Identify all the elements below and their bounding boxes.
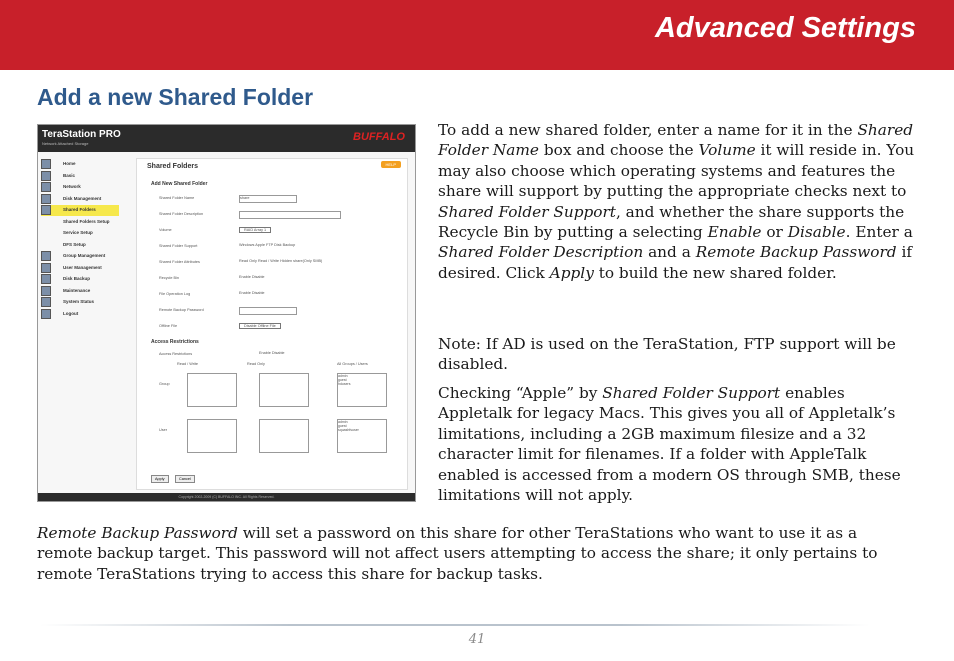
col-read-only: Read Only (247, 362, 265, 366)
access-restrictions-value[interactable]: Enable Disable (259, 351, 285, 355)
paragraph-remote-backup (37, 523, 917, 584)
paragraph-run: Shared Folder Support (438, 202, 616, 221)
sidebar-item-label: User Management (63, 264, 102, 270)
sidebar-item-label: Logout (63, 310, 79, 316)
sidebar-item-icon (41, 182, 51, 192)
sidebar-item[interactable] (41, 205, 119, 216)
terastation-logo-subtitle: Network Attached Storage (42, 141, 89, 146)
sidebar-item-label: Shared Folders Setup (63, 218, 110, 224)
sidebar-item-label: Maintenance (63, 287, 91, 293)
form-row-value[interactable]: Enable Disable (239, 291, 265, 295)
screenshot-sidebar (41, 159, 119, 479)
group-rw-list[interactable] (187, 373, 237, 407)
paragraph-run: Disable (787, 223, 846, 242)
sidebar-item-label: System Status (63, 299, 95, 304)
form-row-value[interactable]: share (239, 195, 297, 203)
group-label: Group (159, 382, 170, 386)
sidebar-item-label: Shared Folders (63, 207, 96, 212)
apply-button[interactable]: Apply (151, 475, 169, 483)
form-row-label: File Operation Log (159, 292, 191, 296)
sidebar-item-icon (41, 274, 51, 284)
user-ro-list[interactable] (259, 419, 309, 453)
screenshot-main (136, 158, 408, 490)
paragraph-run: Apply (549, 263, 594, 282)
sidebar-item-label: Basic (63, 172, 76, 178)
sidebar-item-icon (41, 159, 51, 169)
paragraph-run: Remote Backup Password (695, 243, 897, 262)
paragraph-run: Shared Folder Description (438, 243, 644, 262)
add-shared-folder-title: Add New Shared Folder (151, 181, 208, 187)
paragraph-run: Note: If AD is used on the TeraStation, FTP support will be disabled. (438, 335, 896, 374)
paragraph-run: and a (643, 243, 696, 262)
sidebar-item[interactable] (41, 297, 119, 308)
terastation-logo: TeraStation PRO (42, 129, 121, 140)
paragraph-run: if desired. Click (438, 243, 912, 282)
sidebar-item[interactable] (41, 309, 119, 320)
sidebar-item-icon (41, 194, 51, 204)
sidebar-item[interactable] (41, 171, 119, 182)
paragraph-run: will set a password on this share for other TeraStations who want to use it as a remote backup target. This password will not affect users attempting to access the share; it only pertains to remote TeraStations trying to access this share for backup tasks. (37, 524, 878, 583)
paragraph-apple (438, 383, 923, 505)
cancel-button[interactable]: Cancel (175, 475, 195, 483)
buffalo-brand: BUFFALO (353, 131, 405, 143)
paragraph-run: or (761, 223, 788, 242)
sidebar-item[interactable] (41, 286, 119, 297)
sidebar-item[interactable] (41, 217, 119, 228)
sidebar-item[interactable] (41, 228, 119, 239)
paragraph-run: Volume (698, 141, 756, 160)
sidebar-item-label: Disk Management (63, 195, 102, 201)
form-row-label: Shared Folder Support (159, 244, 198, 248)
sidebar-item-icon (41, 309, 51, 319)
col-all: All Groups / Users (337, 362, 368, 366)
user-all-list[interactable]: admin guest squashfsuser (337, 419, 387, 453)
paragraph-run: Checking “Apple” by (438, 384, 603, 402)
sidebar-item[interactable] (41, 274, 119, 285)
paragraph-run: , and whether the share supports the Recycle Bin by putting a selecting (438, 202, 905, 242)
form-row (159, 259, 399, 267)
form-row (159, 307, 399, 315)
paragraph-run: . Enter a (845, 223, 913, 242)
sidebar-item-label: DFS Setup (63, 241, 86, 247)
shared-folders-title: Shared Folders (147, 163, 198, 170)
sidebar-item[interactable] (41, 240, 119, 251)
sidebar-item[interactable] (41, 251, 119, 262)
header-banner (0, 0, 954, 70)
user-label: User (159, 428, 168, 432)
sidebar-item-icon (41, 297, 51, 307)
sidebar-item-icon (41, 286, 51, 296)
form-row-value[interactable]: Windows Apple FTP Disk Backup (239, 243, 296, 247)
form-row (159, 227, 399, 235)
screenshot-copyright: Copyright 2002-2009 (C) BUFFALO INC. All Rights Reserved. (38, 493, 415, 501)
column-headers (177, 362, 416, 370)
paragraph-run: Remote Backup Password (37, 524, 238, 542)
sidebar-item[interactable] (41, 263, 119, 274)
terastation-screenshot (37, 124, 416, 502)
paragraph-run: it will reside in. You may also choose which operating systems and features the share will support by putting the appropriate checks next to (438, 141, 915, 201)
form-row-value[interactable]: Enable Disable (239, 275, 265, 279)
form-row (159, 323, 399, 331)
paragraph-note (438, 334, 923, 375)
form-row-label: Offline File (159, 324, 178, 328)
form-row-label: Shared Folder Attributes (159, 260, 200, 264)
group-ro-list[interactable] (259, 373, 309, 407)
paragraph-run: To add a new shared folder, enter a name for it in the (438, 121, 858, 139)
footer-divider (40, 624, 870, 626)
help-button[interactable]: HELP (381, 161, 401, 168)
paragraph-intro (438, 120, 923, 283)
form-row-value[interactable] (239, 211, 341, 219)
form-row-value[interactable] (239, 307, 297, 315)
paragraph-run: box and choose the (538, 141, 699, 160)
form-row-label: Shared Folder Description (159, 212, 204, 216)
sidebar-item-label: Disk Backup (63, 276, 91, 281)
sidebar-item-icon (41, 263, 51, 273)
sidebar-item-icon (41, 251, 51, 261)
col-read-write: Read / Write (177, 362, 199, 366)
user-rw-list[interactable] (187, 419, 237, 453)
sidebar-item-label: Network (63, 184, 81, 189)
paragraph-run: enables Appletalk for legacy Macs. This gives you all of Appletalk’s limitations, including a 2GB maximum filesize and a 32 character limit for filenames. If a folder with AppleTalk enabled is accessed from a modern OS through SMB, these limitations will not apply. (438, 384, 901, 505)
form-row-value[interactable]: Read Only Read / Write Hidden share(Only SMB) (239, 259, 323, 263)
form-row-label: Remote Backup Password (159, 308, 204, 312)
paragraph-run: Enable (707, 223, 762, 242)
form-row (159, 243, 399, 251)
sidebar-item[interactable] (41, 159, 119, 170)
sidebar-item-label: Service Setup (63, 230, 93, 235)
page-title: Advanced Settings (654, 12, 916, 44)
sidebar-item[interactable] (41, 182, 119, 193)
form-row-value[interactable]: Disable Offline File (239, 323, 281, 329)
sidebar-item-icon (41, 205, 51, 215)
form-row (159, 275, 399, 283)
section-title: Add a new Shared Folder (37, 84, 314, 110)
sidebar-item-label: Group Management (63, 253, 106, 258)
paragraph-run: Shared Folder Name (438, 121, 914, 160)
form-row-label: Shared Folder Name (159, 196, 195, 200)
paragraph-run: Shared Folder Support (602, 384, 781, 402)
form-row (159, 195, 399, 203)
paragraph-run: to build the new shared folder. (593, 263, 837, 282)
access-restrictions-label: Access Restrictions (159, 352, 193, 356)
form-row-label: Recycle Bin (159, 276, 180, 280)
form-row-label: Volume (159, 228, 172, 232)
form-row (159, 291, 399, 299)
sidebar-item-label: Home (63, 161, 76, 166)
sidebar-item-icon (41, 171, 51, 181)
group-all-list[interactable]: admin guest hdusers (337, 373, 387, 407)
form-row-value[interactable]: RAID Array 1 (239, 227, 271, 233)
form-row (159, 211, 399, 219)
screenshot-header (38, 125, 415, 152)
sidebar-item[interactable] (41, 194, 119, 205)
access-restrictions-row (159, 351, 399, 359)
page-number: 41 (468, 632, 486, 647)
access-restrictions-title: Access Restrictions (151, 339, 199, 345)
